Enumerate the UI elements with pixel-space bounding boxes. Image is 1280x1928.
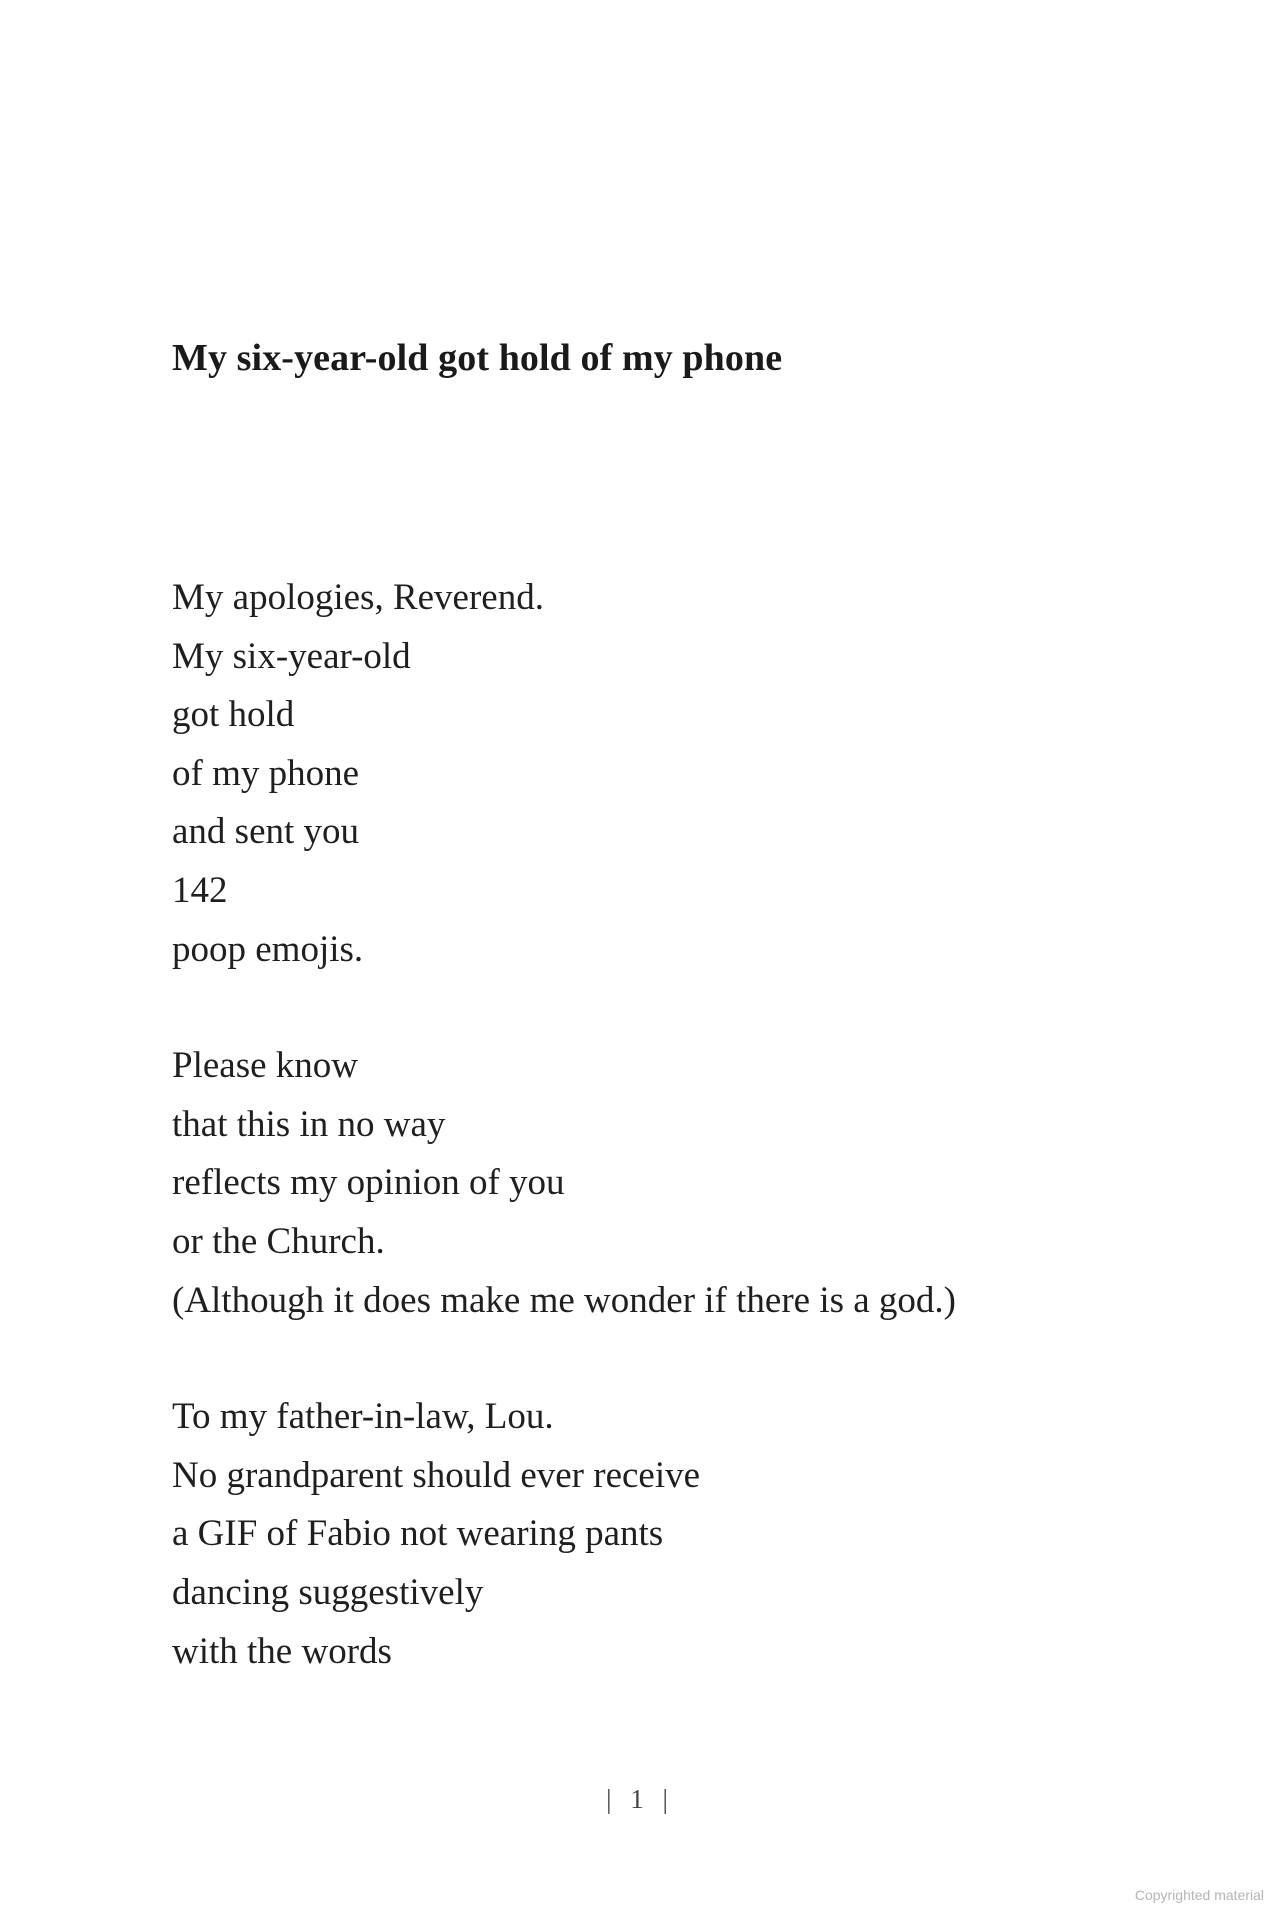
stanza-1 — [172, 569, 1222, 979]
poem-line: and sent you — [172, 811, 360, 853]
stanza-2 — [172, 1037, 1222, 1330]
copyright-notice: Copyrighted material — [1134, 1887, 1264, 1903]
poem-line: (Although it does make me wonder if there is a god.) — [172, 1279, 956, 1321]
poem-line: To my father-in-law, Lou. — [172, 1396, 554, 1438]
poem-line: that this in no way — [172, 1103, 446, 1145]
poem-line: My six-year-old — [172, 635, 411, 677]
poem-line: of my phone — [172, 752, 360, 794]
page-number: | 1 | — [606, 1784, 674, 1814]
poem-line: got hold — [172, 694, 295, 736]
poem-line: No grandparent should ever receive — [172, 1454, 701, 1496]
stanza-3 — [172, 1388, 1222, 1681]
poem-line: poop emojis. — [172, 928, 364, 970]
poem-line: or the Church. — [172, 1220, 385, 1262]
poem-title: My six-year-old got hold of my phone — [172, 337, 783, 379]
poem-line: a GIF of Fabio not wearing pants — [172, 1513, 664, 1555]
poem-line: dancing suggestively — [172, 1571, 484, 1613]
poem-line: Please know — [172, 1045, 358, 1087]
poem-line: with the words — [172, 1630, 392, 1672]
poem-body — [172, 569, 1222, 1739]
poem-line: 142 — [172, 869, 228, 911]
poem-line: reflects my opinion of you — [172, 1162, 565, 1204]
poem-line: My apologies, Reverend. — [172, 577, 544, 618]
